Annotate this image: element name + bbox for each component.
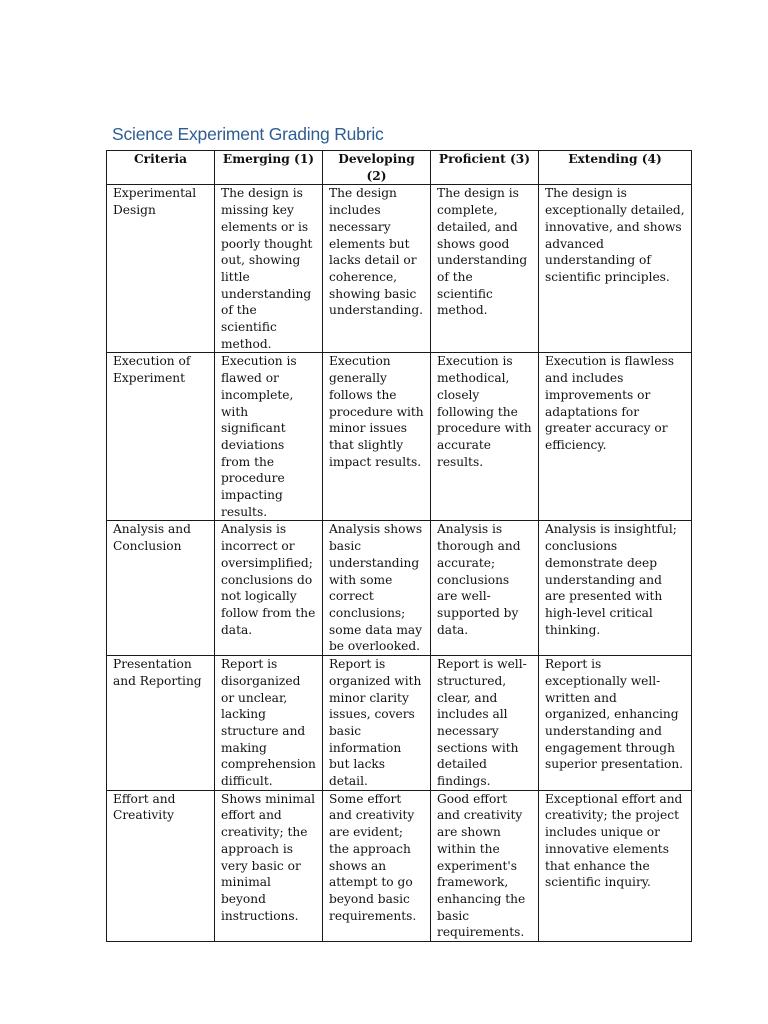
emerging-cell: Report is disorganized or unclear, lacking structure and making comprehension difficult. bbox=[215, 656, 323, 791]
header-developing: Developing (2) bbox=[323, 151, 431, 185]
proficient-cell: Execution is methodical, closely following the procedure with accurate results. bbox=[431, 353, 539, 521]
proficient-cell: Good effort and creativity are shown within the experiment's framework, enhancing the basic requirements. bbox=[431, 790, 539, 941]
developing-cell: Report is organized with minor clarity issues, covers basic information but lacks detail. bbox=[323, 656, 431, 791]
emerging-cell: Analysis is incorrect or oversimplified; conclusions do not logically follow from the data. bbox=[215, 521, 323, 656]
table-row bbox=[107, 185, 692, 353]
criteria-cell: Presentation and Reporting bbox=[107, 656, 215, 791]
criteria-cell: Effort and Creativity bbox=[107, 790, 215, 941]
table-row bbox=[107, 353, 692, 521]
developing-cell: Some effort and creativity are evident; the approach shows an attempt to go beyond basic requirements. bbox=[323, 790, 431, 941]
developing-cell: The design includes necessary elements but lacks detail or coherence, showing basic understanding. bbox=[323, 185, 431, 353]
developing-cell: Execution generally follows the procedure with minor issues that slightly impact results. bbox=[323, 353, 431, 521]
extending-cell: The design is exceptionally detailed, innovative, and shows advanced understanding of scientific principles. bbox=[539, 185, 692, 353]
criteria-cell: Experimental Design bbox=[107, 185, 215, 353]
criteria-cell: Execution of Experiment bbox=[107, 353, 215, 521]
table-row bbox=[107, 656, 692, 791]
extending-cell: Exceptional effort and creativity; the project includes unique or innovative elements that enhance the scientific inquiry. bbox=[539, 790, 692, 941]
header-extending: Extending (4) bbox=[539, 151, 692, 185]
emerging-cell: Execution is flawed or incomplete, with significant deviations from the procedure impacting results. bbox=[215, 353, 323, 521]
page-title: Science Experiment Grading Rubric bbox=[112, 124, 384, 144]
criteria-cell: Analysis and Conclusion bbox=[107, 521, 215, 656]
header-criteria: Criteria bbox=[107, 151, 215, 185]
developing-cell: Analysis shows basic understanding with some correct conclusions; some data may be overlooked. bbox=[323, 521, 431, 656]
proficient-cell: The design is complete, detailed, and shows good understanding of the scientific method. bbox=[431, 185, 539, 353]
proficient-cell: Report is well-structured, clear, and includes all necessary sections with detailed findings. bbox=[431, 656, 539, 791]
rubric-table bbox=[106, 150, 692, 942]
table-row bbox=[107, 790, 692, 941]
extending-cell: Report is exceptionally well-written and organized, enhancing understanding and engagement through superior presentation. bbox=[539, 656, 692, 791]
extending-cell: Execution is flawless and includes improvements or adaptations for greater accuracy or efficiency. bbox=[539, 353, 692, 521]
table-row bbox=[107, 521, 692, 656]
emerging-cell: The design is missing key elements or is poorly thought out, showing little understanding of the scientific method. bbox=[215, 185, 323, 353]
extending-cell: Analysis is insightful; conclusions demonstrate deep understanding and are presented with high-level critical thinking. bbox=[539, 521, 692, 656]
proficient-cell: Analysis is thorough and accurate; conclusions are well-supported by data. bbox=[431, 521, 539, 656]
header-emerging: Emerging (1) bbox=[215, 151, 323, 185]
header-proficient: Proficient (3) bbox=[431, 151, 539, 185]
emerging-cell: Shows minimal effort and creativity; the approach is very basic or minimal beyond instructions. bbox=[215, 790, 323, 941]
table-header-row bbox=[107, 151, 692, 185]
